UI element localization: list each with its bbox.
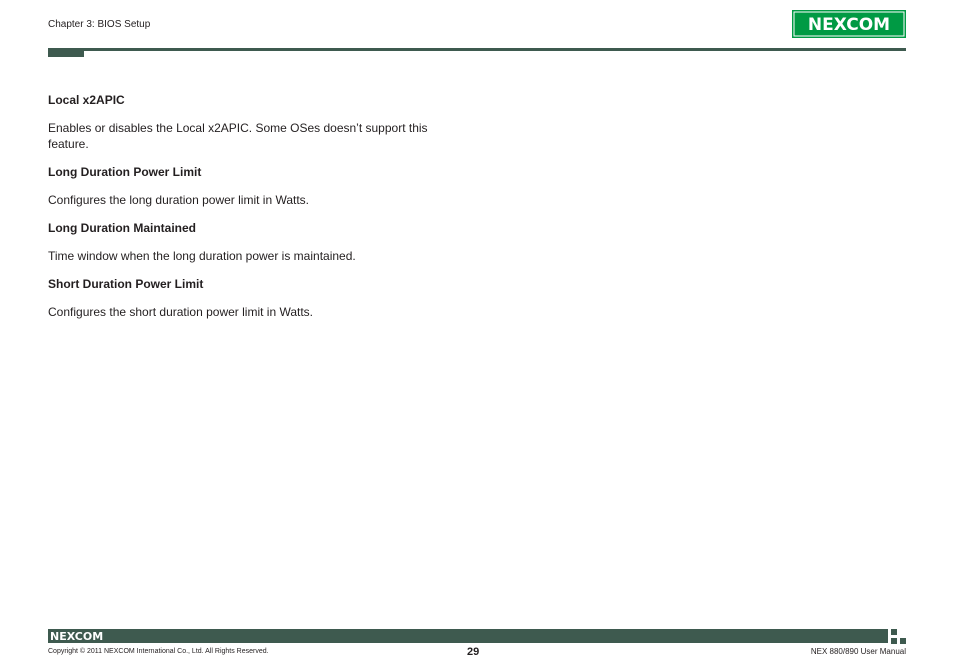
section-description: Configures the long duration power limit in Watts.: [48, 193, 310, 207]
section-description: Configures the short duration power limit in Watts.: [48, 305, 314, 319]
footer-nexcom-logo: [50, 630, 110, 642]
section-short-duration-power-limit: [48, 276, 448, 320]
content: [48, 92, 448, 332]
header-chapter: Chapter 3: BIOS Setup: [48, 19, 151, 30]
nexcom-logo: [792, 10, 906, 38]
section-title: Long Duration Maintained: [48, 221, 196, 235]
section-title: Local x2APIC: [48, 93, 125, 107]
section-description: Time window when the long duration power is maintained.: [48, 249, 356, 263]
logo-text: NEXCOM: [807, 15, 891, 35]
page-number: 29: [467, 646, 480, 658]
section-title: Long Duration Power Limit: [48, 165, 202, 179]
footer-logo-text: NEXCOM: [50, 630, 104, 642]
footer-copyright: Copyright © 2011 NEXCOM International Co., Ltd. All Rights Reserved.: [48, 648, 269, 655]
header-rule: [48, 48, 906, 51]
manual-name: NEX 880/890 User Manual: [810, 647, 906, 656]
footer-bar: [48, 629, 888, 643]
section-local-x2apic: [48, 92, 448, 152]
section-description: Enables or disables the Local x2APIC. Some OSes doesn’t support this feature.: [48, 121, 428, 151]
section-title: Short Duration Power Limit: [48, 277, 204, 291]
header-tab: [48, 48, 84, 57]
footer-corner-squares-icon: [891, 629, 907, 645]
section-long-duration-maintained: [48, 220, 448, 264]
section-long-duration-power-limit: [48, 164, 448, 208]
